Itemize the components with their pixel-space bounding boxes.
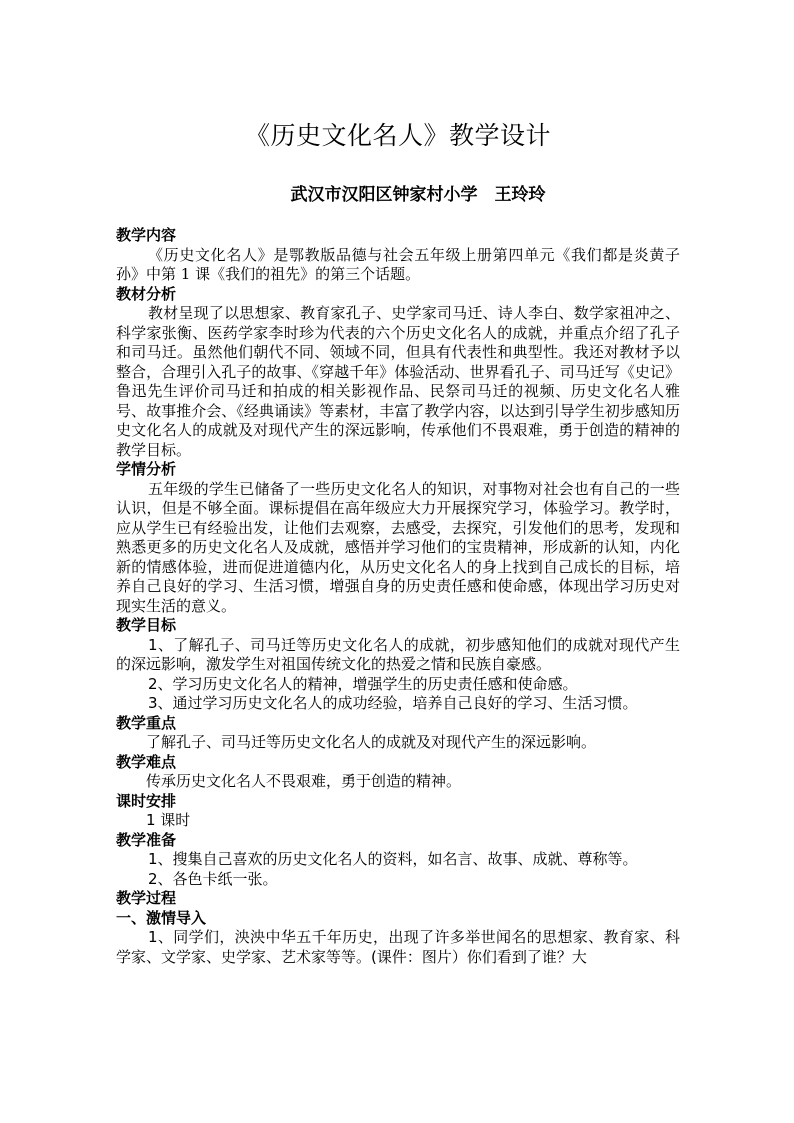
section-heading-teaching-process: 教学过程 [116, 889, 177, 907]
author-line: 武汉市汉阳区钟家村小学 王玲玲 [290, 185, 546, 205]
paragraph: 传承历史文化名人不畏艰难，勇于创造的精神。 [146, 772, 462, 790]
list-item: 2、学习历史文化名人的精神，增强学生的历史责任感和使命感。 [148, 674, 578, 693]
list-item: 1、搜集自己喜欢的历史文化名人的资料，如名言、故事、成就、尊称等。 [148, 850, 638, 868]
section-heading-material-analysis: 教材分析 [116, 284, 177, 303]
list-item: 1、同学们，泱泱中华五千年历史，出现了许多举世闻名的思想家、教育家、科学家、文学家、史学家、艺术家等等。(课件：图片）你们看到了谁？大 [116, 928, 680, 966]
list-item: 3、通过学习历史文化名人的成功经验，培养自己良好的学习、生活习惯。 [148, 694, 638, 712]
paragraph: 1 课时 [146, 811, 191, 829]
paragraph: 五年级的学生已储备了一些历史文化名人的知识，对事物对社会也有自己的一些认识，但是不够全面。课标提倡在高年级应大力开展探究学习，体验学习。教学时，应从学生已有经验出发，让他们去观察，去感受，去探究，引发他们的思考，发现和熟悉更多的历史文化名人及成就，感悟并学习他们的宝贵精神，形成新的认知，内化新的情感体验，进而促进道德内化，从历史文化名人的身上找到自己成长的目标，培养自己良好的学习、生活习惯，增强自身的历史责任感和使命感，体现出学习历史对现实生活的意义。 [116, 479, 680, 615]
section-heading-teaching-content: 教学内容 [116, 226, 177, 244]
document-body [116, 206, 680, 967]
paragraph: 教材呈现了以思想家、教育家孔子、史学家司马迁、诗人李白、数学家祖冲之、科学家张衡、医药学家李时珍为代表的六个历史文化名人的成就，并重点介绍了孔子和司马迁。虽然他们朝代不同、领域不同，但具有代表性和典型性。我还对教材予以整合，合理引入孔子的故事、《穿越千年》体验活动、世界看孔子、司马迁写《史记》 鲁迅先生评价司马迁和拍成的相关影视作品、民祭司马迁的视频、历史文化名人雅号、故事推介会、《经典诵读》等素材，丰富了教学内容，以达到引导学生初步感知历史文化名人的成就及对现代产生的深远影响，传承他们不畏艰难，勇于创造的精神的教学目标。 [116, 304, 680, 459]
section-heading-teaching-objectives: 教学目标 [116, 616, 177, 634]
section-heading-passion-introduction: 一、激情导入 [116, 908, 207, 927]
section-heading-class-schedule: 课时安排 [116, 791, 177, 810]
section-heading-student-analysis: 学情分析 [116, 460, 177, 478]
section-heading-teaching-preparation: 教学准备 [116, 830, 177, 849]
section-heading-key-points: 教学重点 [116, 713, 177, 732]
list-item: 1、了解孔子、司马迁等历史文化名人的成就，初步感知他们的成就对现代产生的深远影响，激发学生对祖国传统文化的热爱之情和民族自豪感。 [116, 635, 680, 673]
page-title: 《历史文化名人》教学设计 [244, 121, 551, 150]
paragraph: 了解孔子、司马迁等历史文化名人的成就及对现代产生的深远影响。 [146, 733, 597, 751]
section-heading-difficult-points: 教学难点 [116, 752, 177, 771]
paragraph: 《历史文化名人》是鄂教版品德与社会五年级上册第四单元《我们都是炎黄子孙》中第 1 课《我们的祖先》的第三个话题。 [116, 245, 680, 283]
document-content [116, 0, 680, 967]
list-item: 2、各色卡纸一张。 [148, 869, 278, 888]
